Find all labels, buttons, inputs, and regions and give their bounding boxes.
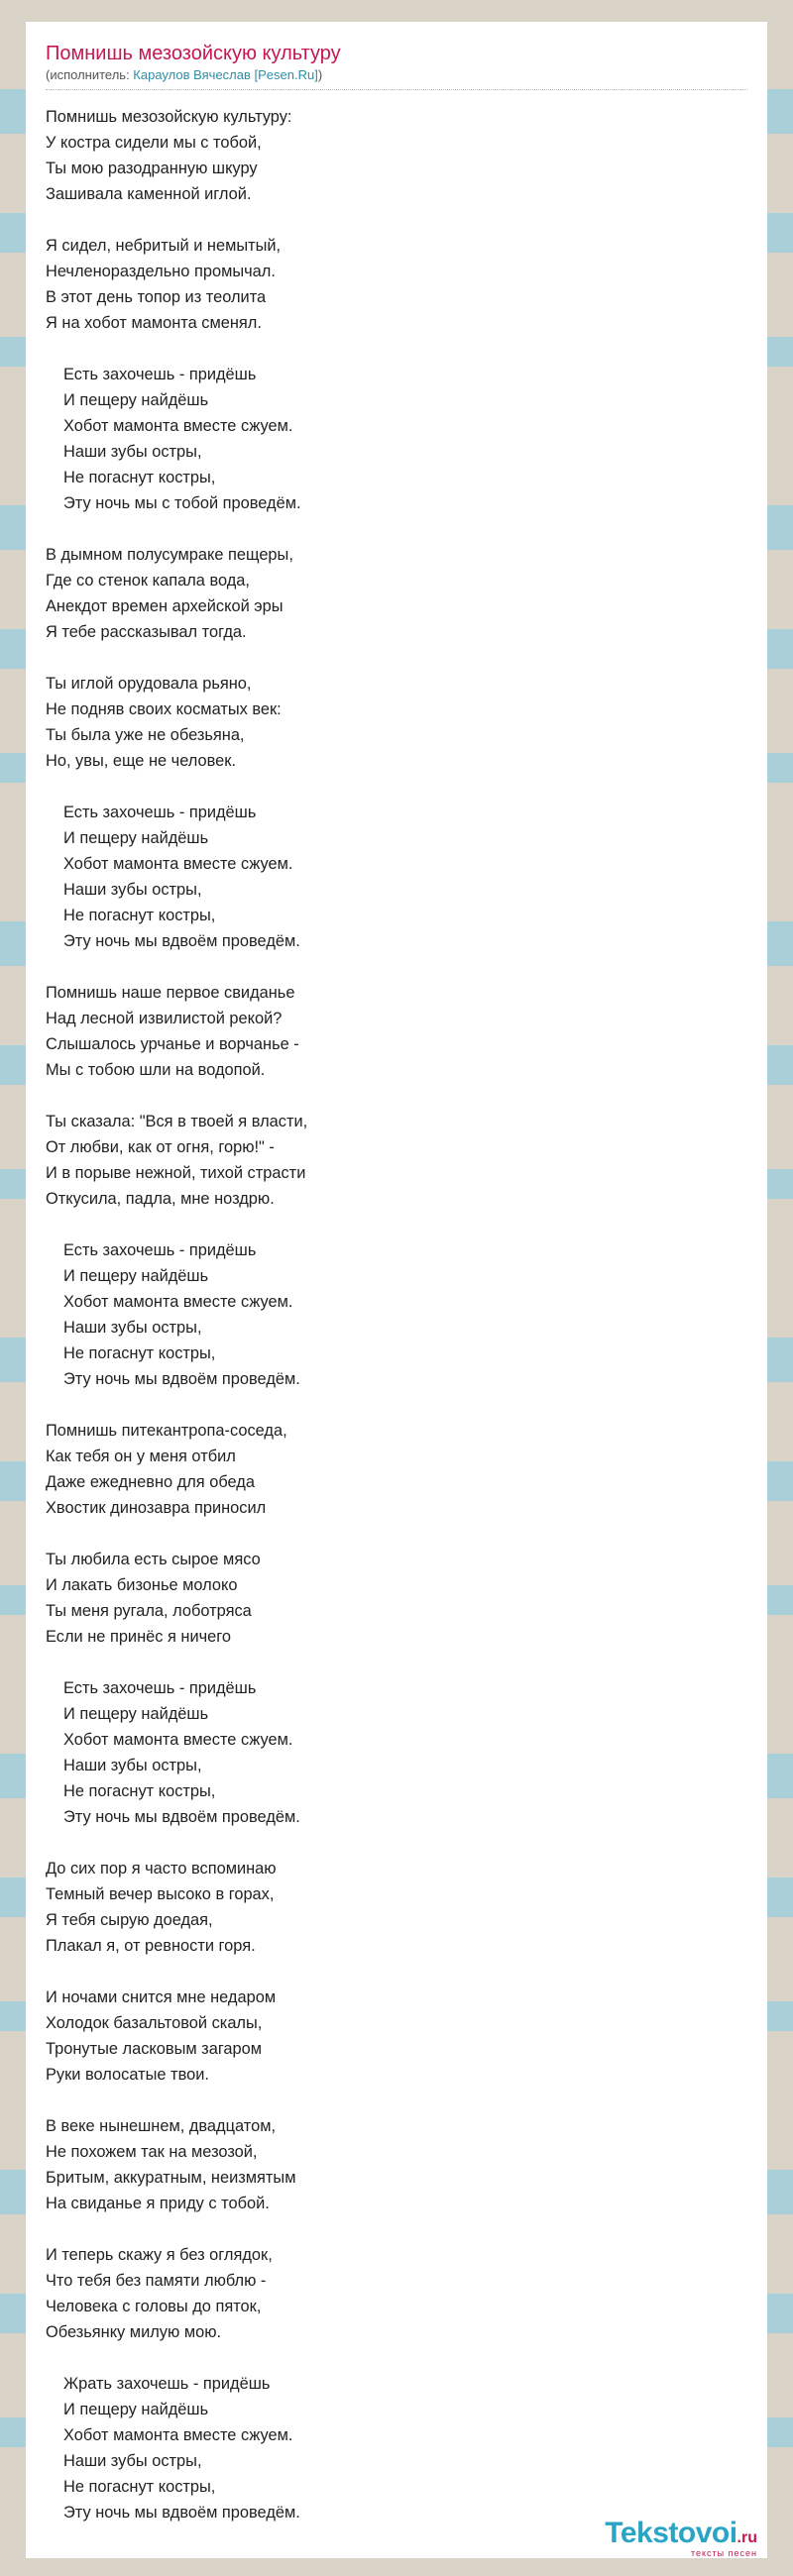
lyric-line: Как тебя он у меня отбил [46,1448,236,1465]
site-logo[interactable] [605,2519,757,2558]
lyric-line: Есть захочешь - придёшь [63,1679,257,1697]
lyric-line: Ты любила есть сырое мясо [46,1551,261,1568]
artist-prefix: (исполнитель: [46,67,134,82]
lyric-line: В этот день топор из теолита [46,288,267,306]
verse-stanza [46,1109,747,1212]
lyric-line: И ночами снится мне недаром [46,1988,277,2006]
lyric-line: Даже ежедневно для обеда [46,1473,255,1491]
lyric-line: Наши зубы остры, [63,1319,202,1337]
lyric-line: И пещеру найдёшь [63,2401,209,2418]
chorus-stanza [46,1675,747,1830]
lyric-line: Мы с тобою шли на водопой. [46,1061,266,1079]
lyric-line: Наши зубы остры, [63,1757,202,1774]
verse-stanza [46,542,747,645]
lyric-line: Слышалось урчанье и ворчанье - [46,1035,299,1053]
lyric-line: Бритым, аккуратным, неизмятым [46,2169,296,2187]
lyric-line: И пещеру найдёшь [63,391,209,409]
lyric-line: До сих пор я часто вспоминаю [46,1860,277,1878]
lyric-line: И пещеру найдёшь [63,829,209,847]
lyric-line: Эту ночь мы вдвоём проведём. [63,1808,300,1826]
lyric-line: Хобот мамонта вместе сжуем. [63,1731,293,1749]
lyric-line: В дымном полусумраке пещеры, [46,546,293,564]
lyric-line: Я на хобот мамонта сменял. [46,314,262,332]
lyric-line: Хобот мамонта вместе сжуем. [63,417,293,435]
lyric-line: Не погаснут костры, [63,2478,216,2496]
verse-stanza [46,1418,747,1521]
lyric-line: Эту ночь мы вдвоём проведём. [63,1370,300,1388]
lyric-line: Холодок базальтовой скалы, [46,2014,263,2032]
lyric-line: И пещеру найдёшь [63,1267,209,1285]
chorus-stanza [46,1237,747,1392]
logo-tld: .ru [736,2529,757,2546]
lyric-line: Человека с головы до пяток, [46,2298,262,2315]
verse-stanza [46,980,747,1083]
logo-name: Tekstovoi [605,2517,737,2549]
lyric-line: Темный вечер высоко в горах, [46,1885,275,1903]
lyric-line: На свиданье я приду с тобой. [46,2195,270,2212]
logo-tagline: тексты песен [690,2548,757,2558]
lyric-line: Не подняв своих косматых век: [46,700,282,718]
artist-link[interactable]: Караулов Вячеслав [Pesen.Ru] [133,67,318,82]
lyric-line: Наши зубы остры, [63,881,202,899]
lyric-line: Руки волосатые твои. [46,2066,209,2084]
page-title: Помнишь мезозойскую культуру [46,43,341,64]
lyric-line: Если не принёс я ничего [46,1628,232,1646]
lyric-line: Есть захочешь - придёшь [63,366,257,383]
verse-stanza [46,1856,747,1959]
lyric-line: Ты иглой орудовала рьяно, [46,675,252,693]
lyric-line: Я сидел, небритый и немытый, [46,237,282,255]
lyric-line: Помнишь мезозойскую культуру: [46,108,292,126]
verse-stanza [46,104,747,207]
lyric-line: Обезьянку милую мою. [46,2323,222,2341]
lyric-line: В веке нынешнем, двадцатом, [46,2117,277,2135]
lyric-line: Хобот мамонта вместе сжуем. [63,1293,293,1311]
lyric-line: У костра сидели мы с тобой, [46,134,262,152]
lyric-line: Ты меня ругала, лоботряса [46,1602,252,1620]
lyric-line: Эту ночь мы с тобой проведём. [63,494,301,512]
lyric-line: И пещеру найдёшь [63,1705,209,1723]
lyric-line: Жрать захочешь - придёшь [63,2375,271,2393]
lyric-line: Но, увы, еще не человек. [46,752,236,770]
lyric-line: И в порыве нежной, тихой страсти [46,1164,306,1182]
lyric-line: Не похожем так на мезозой, [46,2143,258,2161]
lyric-line: Есть захочешь - придёшь [63,804,257,821]
verse-stanza [46,2242,747,2345]
lyric-line: Хобот мамонта вместе сжуем. [63,2426,293,2444]
lyric-line: Откусила, падла, мне ноздрю. [46,1190,275,1208]
lyric-line: Ты сказала: "Вся в твоей я власти, [46,1113,308,1130]
lyric-line: Плакал я, от ревности горя. [46,1937,256,1955]
lyric-line: Хвостик динозавра приносил [46,1499,267,1517]
lyric-line: Где со стенок капала вода, [46,572,250,590]
lyric-line: Над лесной извилистой рекой? [46,1010,283,1027]
chorus-stanza [46,800,747,954]
verse-stanza [46,671,747,774]
lyrics-body [46,104,747,2525]
lyric-line: И теперь скажу я без оглядок, [46,2246,273,2264]
verse-stanza [46,1985,747,2088]
lyric-line: Анекдот времен архейской эры [46,597,283,615]
lyric-line: Есть захочешь - придёшь [63,1241,257,1259]
artist-line [46,67,747,90]
lyric-line: Помнишь питекантропа-соседа, [46,1422,287,1440]
lyric-line: Нечленораздельно промычал. [46,263,276,280]
verse-stanza [46,2113,747,2216]
lyric-line: Эту ночь мы вдвоём проведём. [63,2504,300,2522]
lyric-line: Не погаснут костры, [63,1344,216,1362]
chorus-stanza [46,362,747,516]
lyric-line: Наши зубы остры, [63,2452,202,2470]
lyric-line: Не погаснут костры, [63,1782,216,1800]
verse-stanza [46,1547,747,1650]
lyric-line: И лакать бизонье молоко [46,1576,238,1594]
lyric-line: От любви, как от огня, горю!" - [46,1138,275,1156]
lyric-line: Наши зубы остры, [63,443,202,461]
chorus-stanza [46,2371,747,2525]
lyric-line: Что тебя без памяти люблю - [46,2272,267,2290]
verse-stanza [46,233,747,336]
lyric-line: Тронутые ласковым загаром [46,2040,263,2058]
lyric-line: Не погаснут костры, [63,907,216,924]
lyrics-card [26,22,767,2558]
lyric-line: Хобот мамонта вместе сжуем. [63,855,293,873]
lyric-line: Ты была уже не обезьяна, [46,726,245,744]
lyric-line: Ты мою разодранную шкуру [46,160,258,177]
lyric-line: Я тебе рассказывал тогда. [46,623,247,641]
lyric-line: Эту ночь мы вдвоём проведём. [63,932,300,950]
artist-suffix: ) [317,67,323,82]
lyric-line: Зашивала каменной иглой. [46,185,252,203]
lyric-line: Помнишь наше первое свиданье [46,984,295,1002]
lyric-line: Не погаснут костры, [63,469,216,486]
lyric-line: Я тебя сырую доедая, [46,1911,213,1929]
